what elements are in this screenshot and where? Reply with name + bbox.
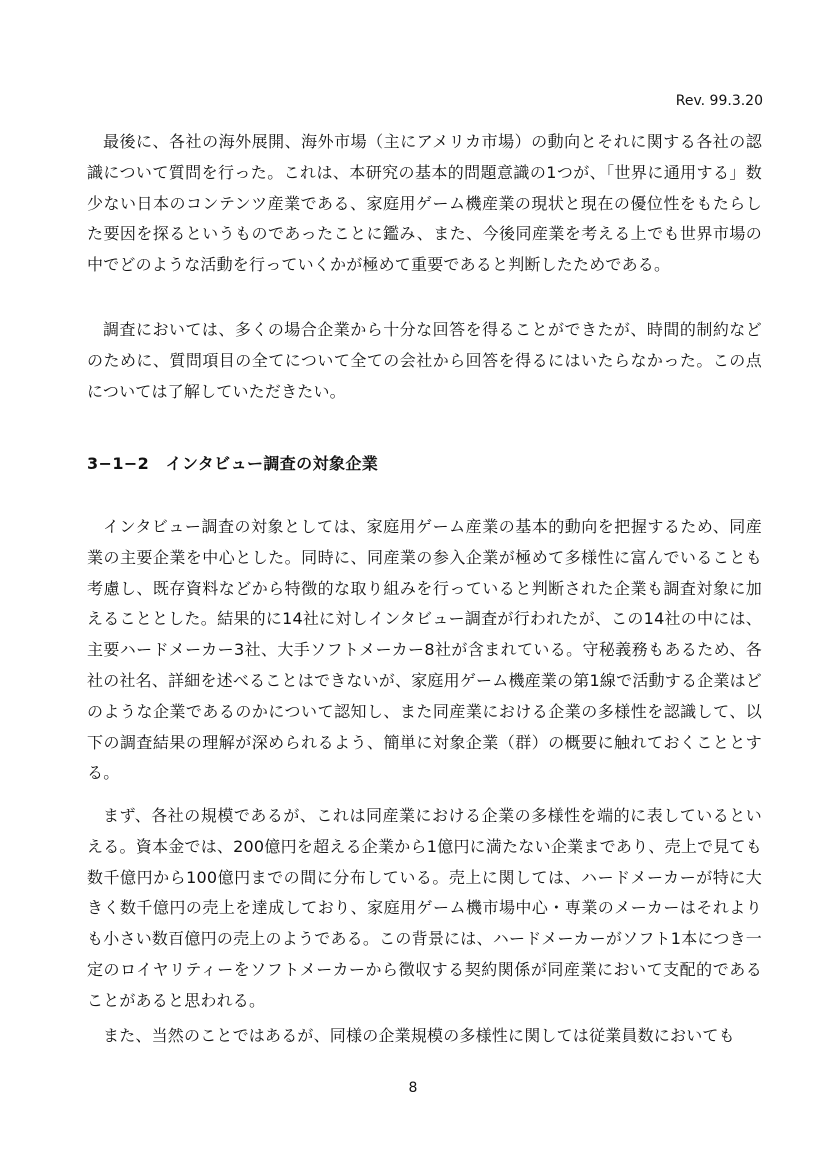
- body-paragraph: まず、各社の規模であるが、これは同産業における企業の多様性を端的に表しているといえる。資本金では、200億円を超える企業から1億円に満たない企業まであり、売上で見ても数千億円から100億円までの間に分布している。売上に関しては、ハードメーカーが特に大きく数千億円の売上を達成しており、家庭用ゲーム機市場中心・専業のメーカーはそれよりも小さい数百億円の売上のようである。この背景には、ハードメーカーがソフト1本につき一定のロイヤリティーをソフトメーカーから徴収する契約関係が同産業において支配的であることがあると思われる。: [87, 806, 762, 1010]
- body-paragraph: 最後に、各社の海外展開、海外市場（主にアメリカ市場）の動向とそれに関する各社の認識について質問を行った。これは、本研究の基本的問題意識の1つが、「世界に通用する」数少ない日本のコンテンツ産業である、家庭用ゲーム機産業の現状と現在の優位性をもたらした要因を探るというものであったことに鑑み、また、今後同産業を考える上でも世界市場の中でどのような活動を行っていくかが極めて重要であると判断したためである。: [87, 132, 762, 275]
- revision-label: Rev. 99.3.20: [675, 93, 763, 109]
- body-paragraph: 調査においては、多くの場合企業から十分な回答を得ることができたが、時間的制約などのために、質問項目の全てについて全ての会社から回答を得るにはいたらなかった。この点については了解していただきたい。: [87, 320, 762, 401]
- body-paragraph: インタビュー調査の対象としては、家庭用ゲーム産業の基本的動向を把握するため、同産業の主要企業を中心とした。同時に、同産業の参入企業が極めて多様性に富んでいることも考慮し、既存資料などから特徴的な取り組みを行っていると判断された企業も調査対象に加えることとした。結果的に14社に対しインタビュー調査が行われたが、この14社の中には、主要ハードメーカー3社、大手ソフトメーカー8社が含まれている。守秘義務もあるため、各社の社名、詳細を述べることはできないが、家庭用ゲーム機産業の第1線で活動する企業はどのような企業であるのかについて認知し、また同産業における企業の多様性を認識して、以下の調査結果の理解が深められるよう、簡単に対象企業（群）の概要に触れておくこととする。: [87, 517, 762, 783]
- page-number: 8: [408, 1080, 418, 1096]
- section-heading: 3−1−2 インタビュー調査の対象企業: [87, 454, 379, 473]
- body-paragraph: また、当然のことではあるが、同様の企業規模の多様性に関しては従業員数においても: [103, 1026, 735, 1045]
